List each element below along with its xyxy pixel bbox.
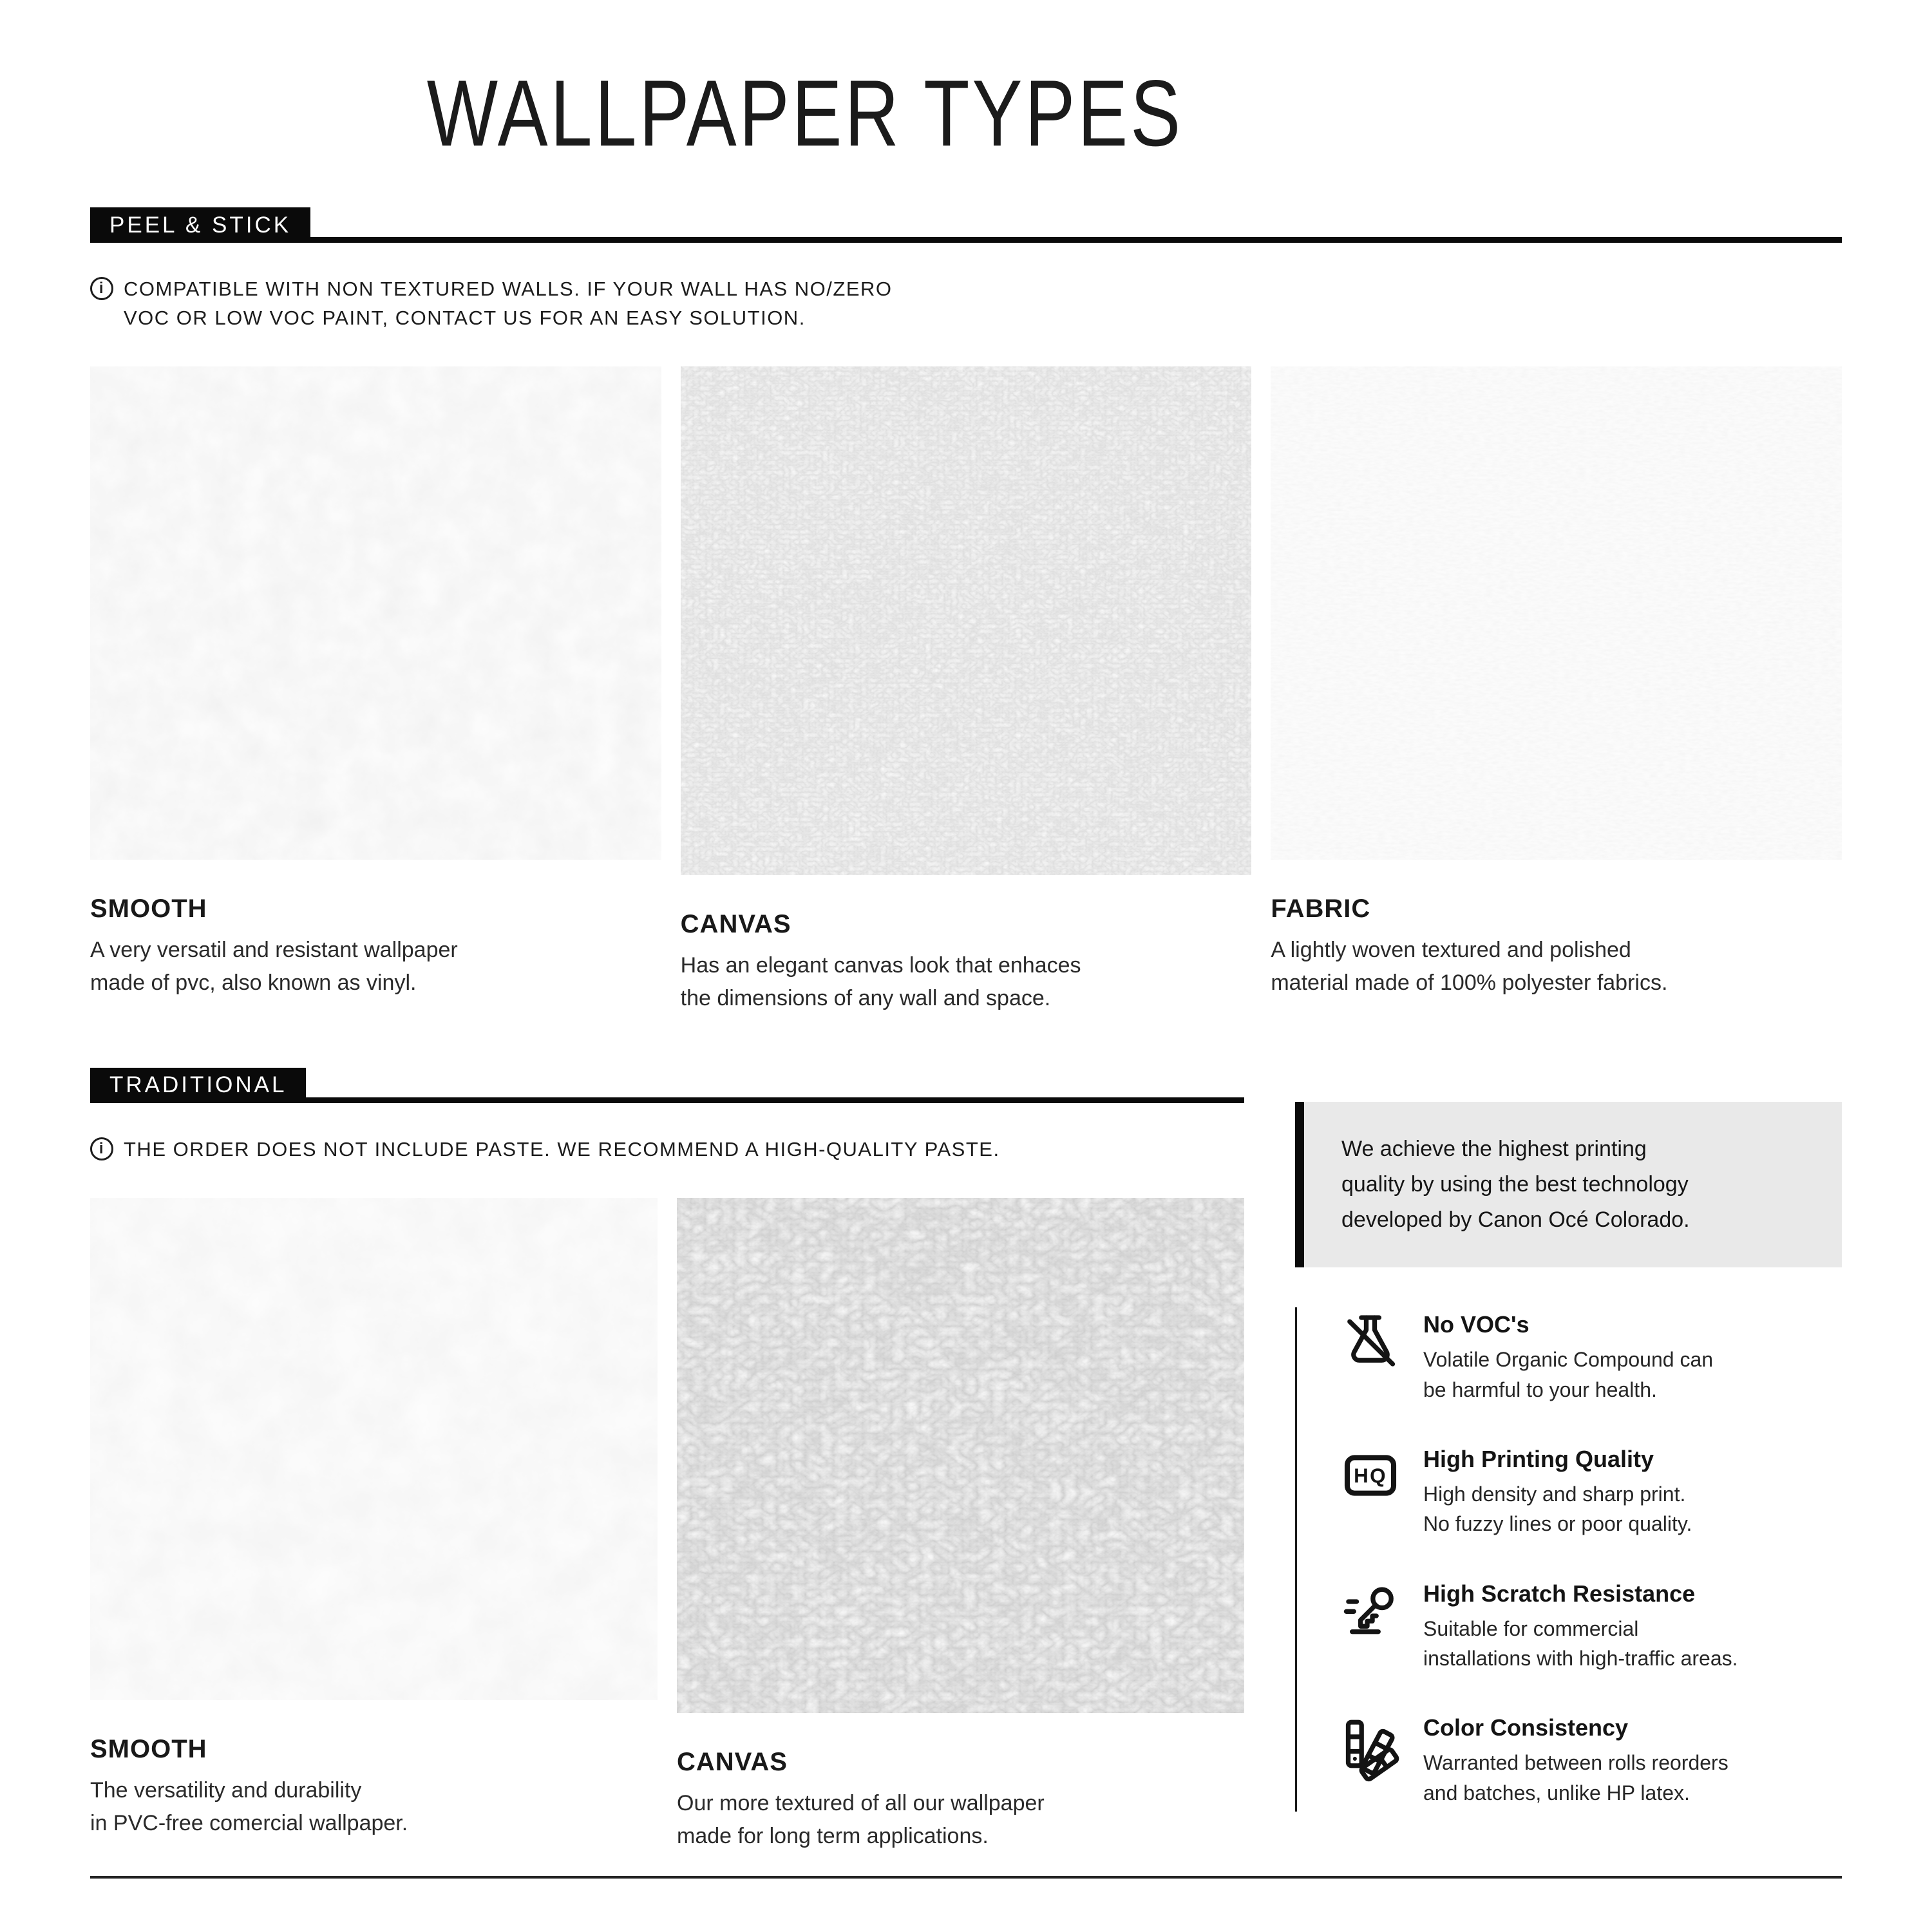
peel-stick-note-text xyxy=(124,275,893,333)
feature-desc-line1: High density and sharp print. xyxy=(1423,1482,1686,1506)
feature-description xyxy=(1423,1345,1713,1405)
feature-text xyxy=(1423,1311,1713,1405)
feature-description xyxy=(1423,1614,1738,1674)
key-scratch-icon xyxy=(1341,1580,1400,1640)
page-title-wrap xyxy=(90,59,1520,167)
feature-desc-line1: Suitable for commercial xyxy=(1423,1616,1639,1640)
peel-stick-note-line1: COMPATIBLE WITH NON TEXTURED WALLS. IF YOUR WALL HAS NO/ZERO xyxy=(124,278,893,300)
traditional-left-column xyxy=(90,1068,1244,1853)
peel-stick-section-bar xyxy=(90,207,1842,243)
swatch-desc-line2: made for long term applications. xyxy=(677,1823,989,1848)
feature-list xyxy=(1295,1307,1842,1812)
feature-high-printing-quality xyxy=(1341,1446,1842,1539)
feature-description xyxy=(1423,1748,1728,1808)
coarse-canvas-texture-image xyxy=(677,1198,1244,1713)
feature-title: High Printing Quality xyxy=(1423,1445,1654,1472)
peel-stick-note-line2: VOC OR LOW VOC PAINT, CONTACT US FOR AN EASY SOLUTION. xyxy=(124,306,806,329)
swatch-desc-line1: A lightly woven textured and polished xyxy=(1271,937,1631,962)
printing-quality-callout xyxy=(1295,1102,1842,1267)
feature-desc-line1: Volatile Organic Compound can xyxy=(1423,1348,1714,1372)
traditional-note-line1: THE ORDER DOES NOT INCLUDE PASTE. WE RECOMMEND A HIGH-QUALITY PASTE. xyxy=(124,1137,1000,1160)
swatch-smooth-traditional xyxy=(90,1198,658,1853)
swatch-fabric-peel-stick xyxy=(1271,366,1842,1015)
feature-desc-line2: be harmful to your health. xyxy=(1423,1378,1657,1401)
swatch-description xyxy=(1271,934,1842,999)
feature-title: High Scratch Resistance xyxy=(1423,1580,1696,1607)
feature-no-voc xyxy=(1341,1311,1842,1405)
polyester-fabric-texture-image xyxy=(1271,366,1842,860)
traditional-swatch-row xyxy=(90,1198,1244,1853)
info-icon: i xyxy=(90,277,113,300)
swatch-canvas-peel-stick xyxy=(681,366,1252,1015)
swatch-name: FABRIC xyxy=(1271,894,1371,923)
bottom-divider-rule xyxy=(90,1876,1842,1879)
wallpaper-types-sheet xyxy=(0,59,1932,1932)
feature-text xyxy=(1423,1580,1738,1674)
swatch-name: SMOOTH xyxy=(90,1734,207,1763)
hq-badge-icon xyxy=(1341,1446,1400,1505)
feature-desc-line2: No fuzzy lines or poor quality. xyxy=(1423,1512,1692,1536)
swatch-desc-line2: material made of 100% polyester fabrics. xyxy=(1271,970,1668,995)
quality-feature-column xyxy=(1295,1068,1842,1853)
canvas-weave-texture-image xyxy=(681,366,1252,875)
feature-high-scratch-resistance xyxy=(1341,1580,1842,1674)
swatch-desc-line1: The versatility and durability xyxy=(90,1777,362,1803)
feature-text xyxy=(1423,1714,1728,1808)
feature-desc-line2: and batches, unlike HP latex. xyxy=(1423,1781,1690,1804)
peel-stick-note xyxy=(90,275,1842,333)
peel-stick-section-rule xyxy=(310,237,1842,243)
traditional-section xyxy=(90,1068,1842,1853)
feature-title: No VOC's xyxy=(1423,1311,1530,1338)
swatch-description xyxy=(90,1774,658,1840)
smooth-pvc-free-texture-image xyxy=(90,1198,658,1700)
color-swatchbook-icon xyxy=(1341,1714,1400,1774)
swatch-name: SMOOTH xyxy=(90,894,207,923)
traditional-section-label: TRADITIONAL xyxy=(90,1068,306,1103)
traditional-note xyxy=(90,1135,1244,1164)
feature-title: Color Consistency xyxy=(1423,1714,1629,1741)
swatch-desc-line1: A very versatil and resistant wallpaper xyxy=(90,937,458,962)
traditional-section-bar xyxy=(90,1068,1244,1103)
peel-stick-swatch-row xyxy=(90,366,1842,1015)
swatch-desc-line2: made of pvc, also known as vinyl. xyxy=(90,970,417,995)
traditional-note-text xyxy=(124,1135,1000,1164)
callout-line2: quality by using the best technology xyxy=(1341,1171,1689,1197)
swatch-name: CANVAS xyxy=(677,1747,788,1776)
feature-text xyxy=(1423,1446,1692,1539)
info-icon: i xyxy=(90,1137,113,1160)
page-title: WALLPAPER TYPES xyxy=(426,61,1184,166)
swatch-desc-line2: in PVC-free comercial wallpaper. xyxy=(90,1810,408,1835)
swatch-smooth-peel-stick xyxy=(90,366,661,1015)
swatch-desc-line2: the dimensions of any wall and space. xyxy=(680,985,1051,1010)
hq-icon-letters: HQ xyxy=(1354,1464,1387,1488)
feature-color-consistency xyxy=(1341,1714,1842,1808)
feature-desc-line1: Warranted between rolls reorders xyxy=(1423,1751,1728,1775)
swatch-desc-line1: Our more textured of all our wallpaper xyxy=(677,1790,1045,1815)
swatch-description xyxy=(681,949,1252,1015)
swatch-desc-line1: Has an elegant canvas look that enhaces xyxy=(680,952,1081,978)
feature-desc-line2: installations with high-traffic areas. xyxy=(1423,1647,1738,1671)
swatch-description xyxy=(90,934,661,999)
smooth-vinyl-texture-image xyxy=(90,366,661,860)
peel-stick-section-label: PEEL & STICK xyxy=(90,207,310,243)
swatch-name: CANVAS xyxy=(680,909,791,938)
swatch-canvas-traditional xyxy=(677,1198,1244,1853)
swatch-description xyxy=(677,1787,1244,1853)
no-voc-flask-icon xyxy=(1341,1311,1400,1370)
callout-line1: We achieve the highest printing xyxy=(1341,1136,1647,1161)
callout-line3: developed by Canon Océ Colorado. xyxy=(1341,1208,1690,1233)
traditional-section-rule xyxy=(306,1097,1244,1103)
feature-description xyxy=(1423,1479,1692,1539)
